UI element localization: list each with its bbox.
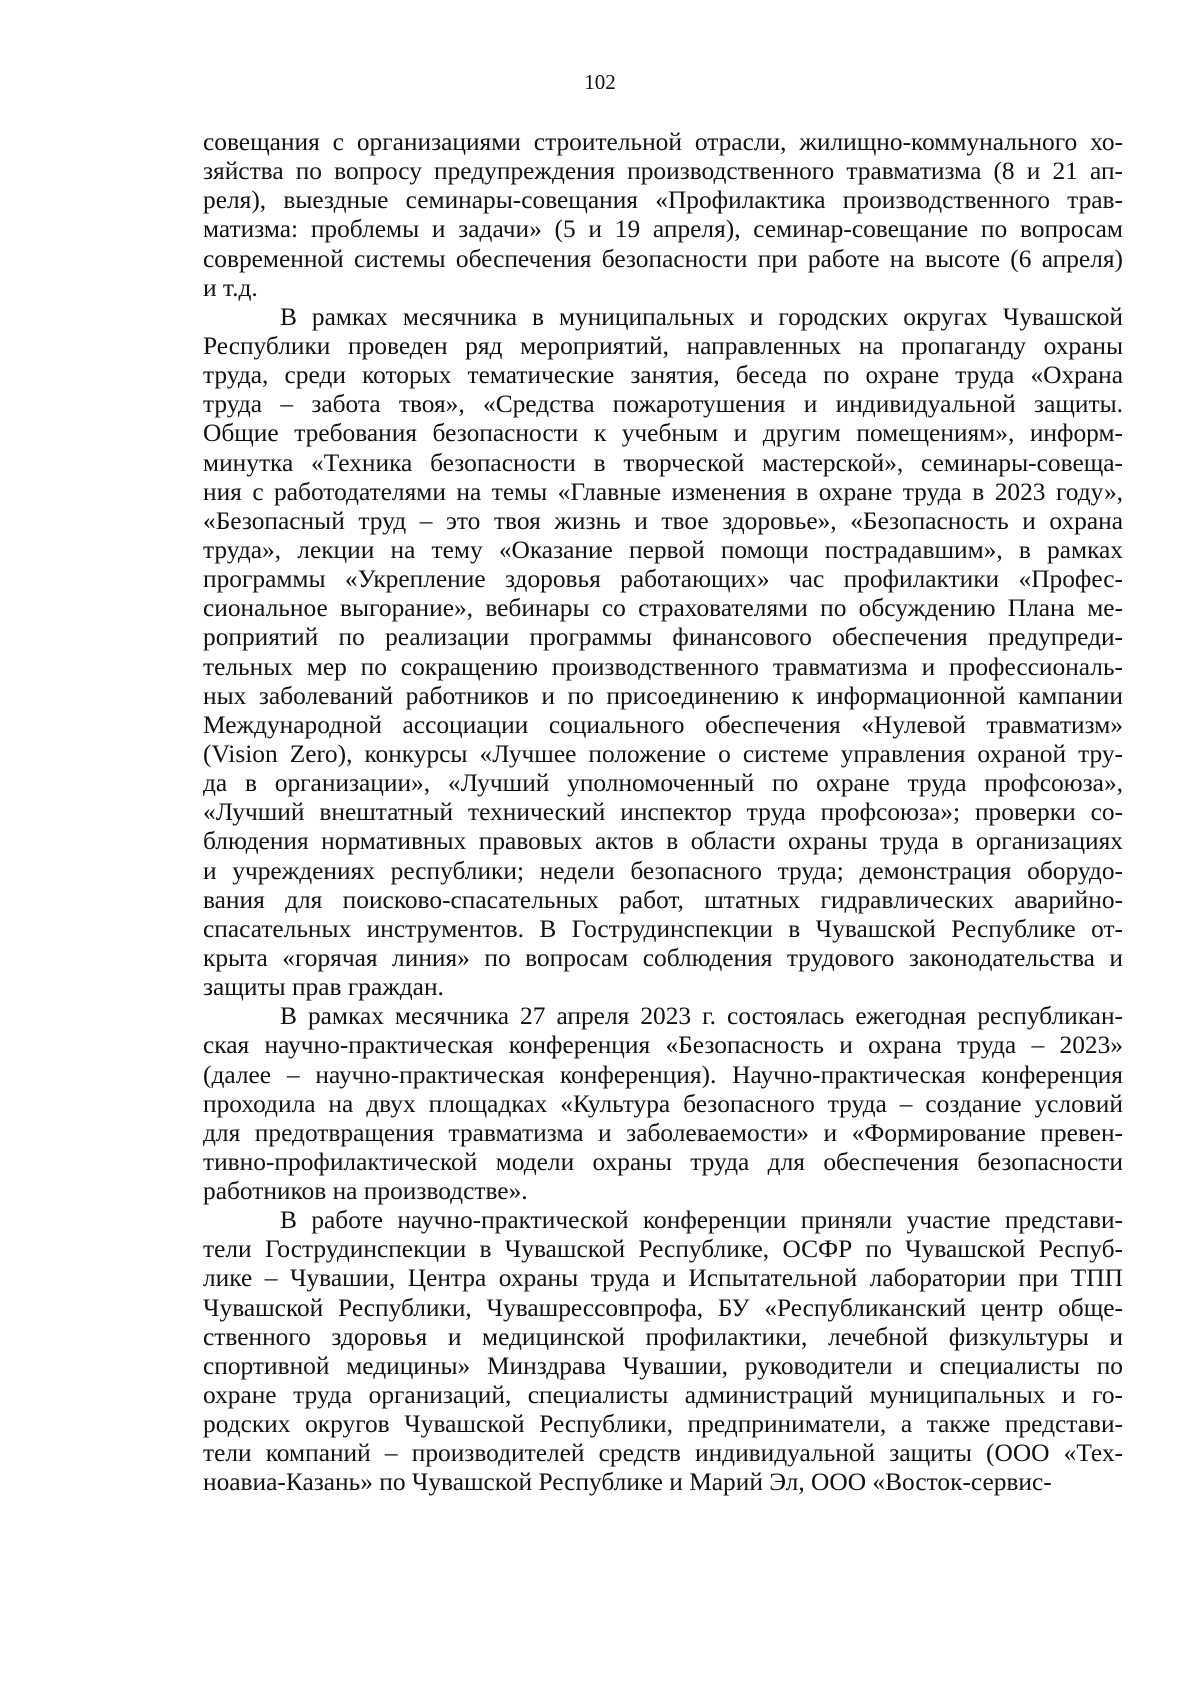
text-line: да в организации», «Лучший уполномоченный по охране труда профсоюза», [203, 769, 1123, 798]
text-line: ноавиа-Казань» по Чувашской Республике и Марий Эл, ООО «Восток-сервис- [203, 1468, 1052, 1497]
text-line: современной системы обеспечения безопасности при работе на высоте (6 апреля) [203, 244, 1123, 273]
text-line: (далее – научно-практическая конференция). Научно-практическая конференция [203, 1060, 1123, 1089]
text-line: совещания с организациями строительной отрасли, жилищно-коммунального хо- [203, 128, 1123, 156]
text-line: В работе научно-практической конференции приняли участие представи- [280, 1206, 1123, 1235]
text-line: «Лучший внештатный технический инспектор труда профсоюза»; проверки со- [203, 798, 1123, 827]
text-line: спортивной медицины» Минздрава Чувашии, руководители и специалисты по [203, 1351, 1123, 1380]
text-line: работников на производстве». [203, 1177, 528, 1206]
text-line: сиональное выгорание», вебинары со страхователями по обсуждению Плана ме- [203, 594, 1123, 623]
text-line: ственного здоровья и медицинской профилактики, лечебной физкультуры и [203, 1322, 1123, 1351]
text-line: труда», лекции на тему «Оказание первой помощи пострадавшим», в рамках [203, 535, 1123, 564]
page-number: 102 [584, 70, 616, 94]
text-line: охране труда организаций, специалисты администраций муниципальных и го- [203, 1381, 1123, 1410]
paragraph [203, 128, 1123, 303]
text-line: родских округов Чувашской Республики, предприниматели, а также представи- [203, 1410, 1123, 1439]
text-line: роприятий по реализации программы финансового обеспечения предупреди- [203, 623, 1123, 652]
text-line: для предотвращения травматизма и заболеваемости» и «Формирование превен- [203, 1118, 1123, 1147]
text-line: Общие требования безопасности к учебным и другим помещениям», информ- [203, 419, 1123, 448]
text-line: тели Гострудинспекции в Чувашской Республике, ОСФР по Чувашской Респуб- [203, 1235, 1123, 1264]
text-line: и учреждениях республики; недели безопасного труда; демонстрация оборудо- [203, 856, 1123, 885]
text-line: минутка «Техника безопасности в творческой мастерской», семинары-совеща- [203, 448, 1123, 477]
text-line: программы «Укрепление здоровья работающих» час профилактики «Профес- [203, 565, 1123, 594]
text-line: блюдения нормативных правовых актов в области охраны труда в организациях [203, 827, 1123, 856]
text-line: Республики проведен ряд мероприятий, направленных на пропаганду охраны [203, 331, 1123, 360]
text-line: Чувашской Республики, Чувашрессовпрофа, БУ «Республиканский центр обще- [203, 1293, 1123, 1322]
paragraph [203, 1206, 1123, 1497]
text-line: ская научно-практическая конференция «Безопасность и охрана труда – 2023» [203, 1031, 1123, 1060]
paragraph [203, 1002, 1123, 1206]
text-line: В рамках месячника 27 апреля 2023 г. состоялась ежегодная республикан- [280, 1002, 1123, 1031]
text-line: и т.д. [203, 273, 258, 302]
text-line: проходила на двух площадках «Культура безопасного труда – создание условий [203, 1089, 1123, 1118]
text-line: В рамках месячника в муниципальных и городских округах Чувашской [280, 302, 1123, 331]
text-line: реля), выездные семинары-совещания «Профилактика производственного трав- [203, 186, 1123, 215]
text-line: крыта «горячая линия» по вопросам соблюдения трудового законодательства и [203, 943, 1123, 972]
document-body [203, 128, 1123, 1498]
text-line: (Vision Zero), конкурсы «Лучшее положение о системе управления охраной тру- [203, 739, 1123, 768]
text-line: «Безопасный труд – это твоя жизнь и твое здоровье», «Безопасность и охрана [203, 506, 1123, 535]
text-line: Международной ассоциации социального обеспечения «Нулевой травматизм» [203, 710, 1123, 739]
text-line: тивно-профилактической модели охраны труда для обеспечения безопасности [203, 1147, 1123, 1176]
text-line: ния с работодателями на темы «Главные изменения в охране труда в 2023 году», [203, 477, 1123, 506]
text-line: тели компаний – производителей средств индивидуальной защиты (ООО «Тех- [203, 1439, 1123, 1468]
text-line: тельных мер по сокращению производственного травматизма и профессиональ- [203, 652, 1123, 681]
text-line: труда, среди которых тематические занятия, беседа по охране труда «Охрана [203, 361, 1123, 390]
text-line: вания для поисково-спасательных работ, штатных гидравлических аварийно- [203, 885, 1123, 914]
text-line: зяйства по вопросу предупреждения производственного травматизма (8 и 21 ап- [203, 157, 1123, 186]
text-line: труда – забота твоя», «Средства пожаротушения и индивидуальной защиты. [203, 390, 1123, 419]
text-line: матизма: проблемы и задачи» (5 и 19 апреля), семинар-совещание по вопросам [203, 215, 1123, 244]
text-line: ных заболеваний работников и по присоединению к информационной кампании [203, 681, 1123, 710]
text-line: спасательных инструментов. В Гострудинспекции в Чувашской Республике от- [203, 914, 1123, 943]
text-line: защиты прав граждан. [203, 973, 444, 1002]
paragraph [203, 303, 1123, 1002]
text-line: лике – Чувашии, Центра охраны труда и Испытательной лаборатории при ТПП [203, 1264, 1123, 1293]
